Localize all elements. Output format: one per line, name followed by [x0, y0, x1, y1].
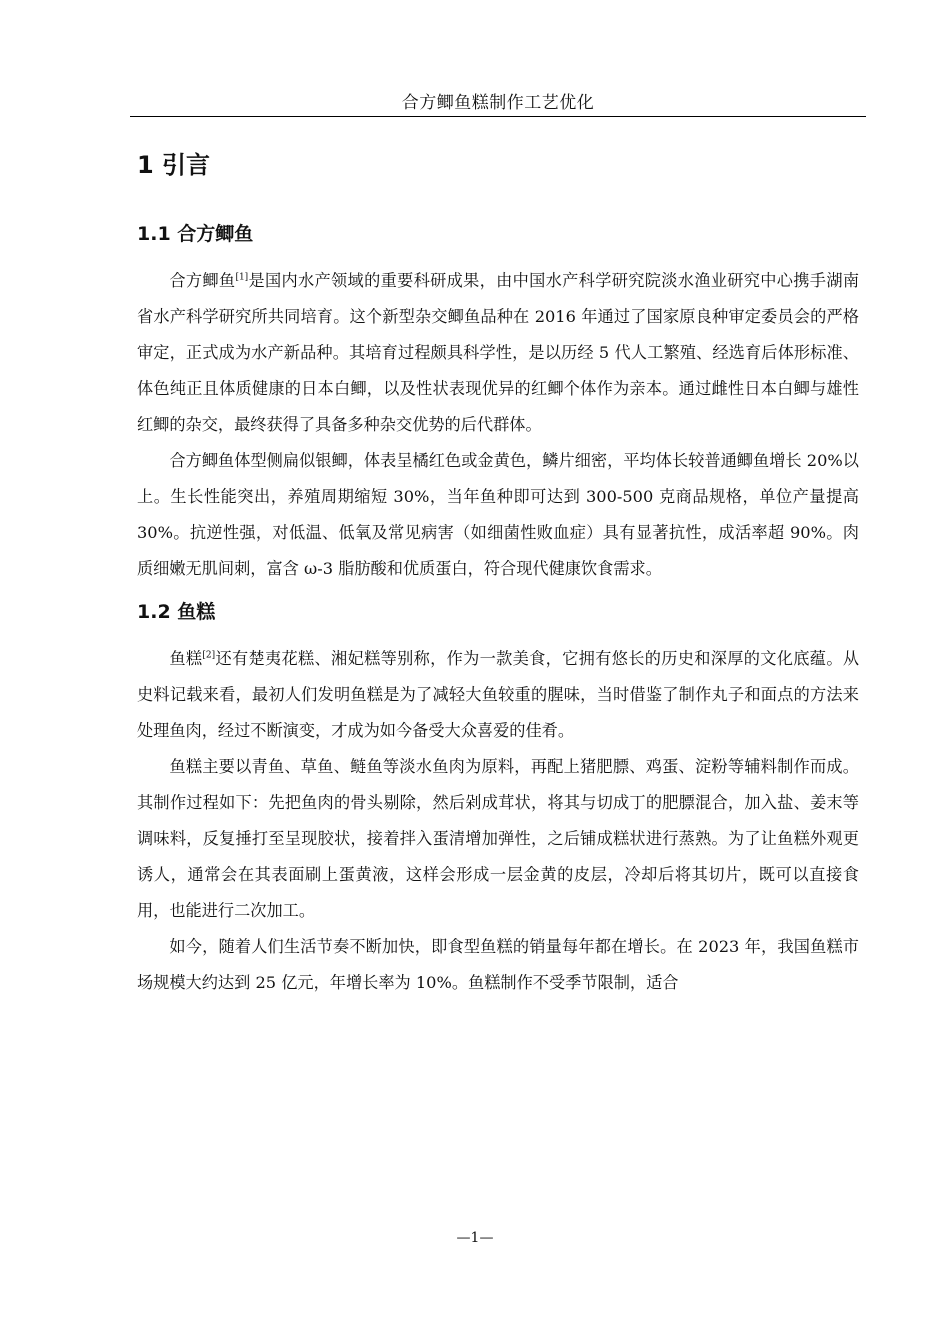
- page-number: —1—: [456, 1230, 494, 1246]
- citation-ref: [1]: [235, 272, 249, 283]
- citation-ref: [2]: [202, 650, 216, 661]
- paragraph-fish-cake-history: [137, 641, 859, 749]
- paragraph-fish-cake-market: 如今，随着人们生活节奏不断加快，即食型鱼糕的销量每年都在增长。在 2023 年，我国鱼糕市场规模大约达到 25 亿元，年增长率为 10%。鱼糕制作不受季节限制，适合: [137, 937, 859, 992]
- running-header: 合方鲫鱼糕制作工艺优化: [401, 93, 595, 113]
- paragraph-lead: 鱼糕: [169, 649, 203, 668]
- section-heading-intro: 1 引言: [137, 151, 211, 179]
- paragraph-fish-cake-process: 鱼糕主要以青鱼、草鱼、鲢鱼等淡水鱼肉为原料，再配上猪肥膘、鸡蛋、淀粉等辅料制作而成。其制作过程如下：先把鱼肉的骨头剔除，然后剁成茸状，将其与切成丁的肥膘混合，加入盐、姜末等调味料，反复捶打至呈现胶状，接着拌入蛋清增加弹性，之后铺成糕状进行蒸熟。为了让鱼糕外观更诱人，通常会在其表面刷上蛋黄液，这样会形成一层金黄的皮层，冷却后将其切片，既可以直接食用，也能进行二次加工。: [137, 757, 859, 920]
- header-rule: [130, 116, 866, 117]
- page-body: [137, 145, 859, 1001]
- paragraph-hefang-traits: 合方鲫鱼体型侧扁似银鲫，体表呈橘红色或金黄色，鳞片细密，平均体长较普通鲫鱼增长 20%以上。生长性能突出，养殖周期缩短 30%，当年鱼种即可达到 300-500 克商品规格，单位产量提高 30%。抗逆性强，对低温、低氧及常见病害（如细菌性败血症）具有显著抗性，成活率超 90%。肉质细嫩无肌间刺，富含 ω-3 脂肪酸和优质蛋白，符合现代健康饮食需求。: [137, 451, 859, 578]
- subsection-heading-fish-cake: 1.2 鱼糕: [137, 601, 216, 623]
- paragraph-text: 还有楚夷花糕、湘妃糕等别称，作为一款美食，它拥有悠长的历史和深厚的文化底蕴。从史料记载来看，最初人们发明鱼糕是为了减轻大鱼较重的腥味，当时借鉴了制作丸子和面点的方法来处理鱼肉，经过不断演变，才成为如今备受大众喜爱的佳肴。: [137, 649, 860, 740]
- subsection-heading-hefang-crucian: 1.1 合方鲫鱼: [137, 223, 254, 245]
- paragraph-text: 是国内水产领域的重要科研成果，由中国水产科学研究院淡水渔业研究中心携手湖南省水产科学研究所共同培育。这个新型杂交鲫鱼品种在 2016 年通过了国家原良种审定委员会的严格审定，正式成为水产新品种。其培育过程颇具科学性，是以历经 5 代人工繁殖、经选育后体形标准、体色纯正且体质健康的日本白鲫，以及性状表现优异的红鲫个体作为亲本。通过雌性日本白鲫与雄性红鲫的杂交，最终获得了具备多种杂交优势的后代群体。: [137, 271, 860, 434]
- paragraph-lead: 合方鲫鱼: [169, 271, 236, 290]
- paragraph-hefang-origin: [137, 263, 859, 443]
